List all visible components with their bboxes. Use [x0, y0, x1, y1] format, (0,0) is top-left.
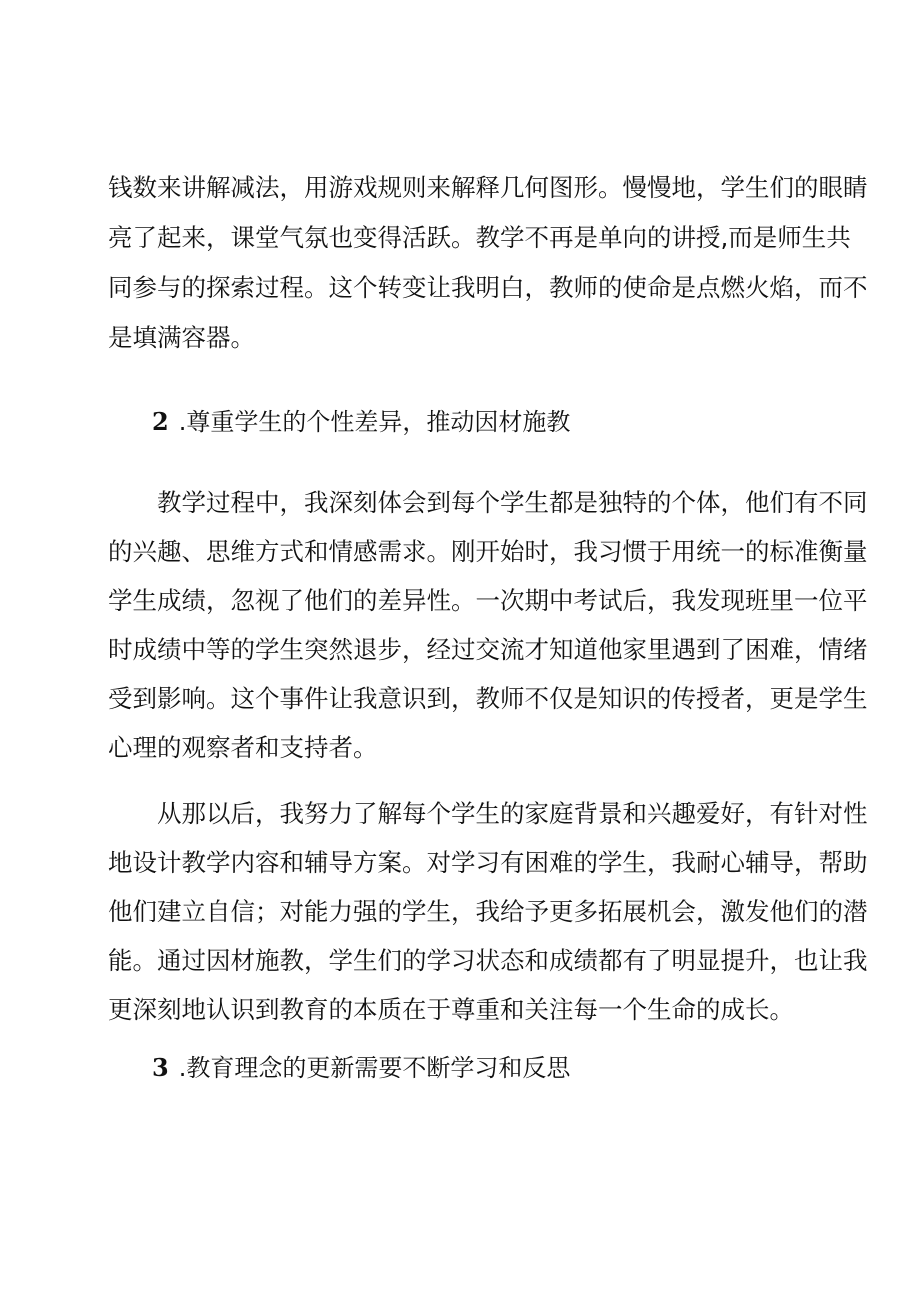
- text-line: 的兴趣、思维方式和情感需求。刚开始时，我习惯于用统一的标准衡量: [108, 537, 868, 566]
- text-line: 学生成绩，忽视了他们的差异性。一次期中考试后，我发现班里一位平: [108, 586, 868, 615]
- text-line: 时成绩中等的学生突然退步，经过交流才知道他家里遇到了困难，情绪: [108, 635, 868, 664]
- text-line: 心理的观察者和支持者。: [108, 733, 378, 762]
- text-line: 地设计教学内容和辅导方案。对学习有困难的学生，我耐心辅导，帮助: [108, 848, 868, 877]
- text-line: 能。通过因材施教，学生们的学习状态和成绩都有了明显提升，也让我: [108, 946, 868, 975]
- text-line: 同参与的探索过程。这个转变让我明白，教师的使命是点燃火焰，而不: [108, 273, 868, 302]
- text-line: 教学过程中，我深刻体会到每个学生都是独特的个体，他们有不同: [157, 488, 868, 517]
- text-line: 受到影响。这个事件让我意识到，教师不仅是知识的传授者，更是学生: [108, 684, 868, 713]
- text-line: 是填满容器。: [108, 323, 255, 352]
- section-title: .教育理念的更新需要不断学习和反思: [178, 1054, 571, 1082]
- text-line: 他们建立自信；对能力强的学生，我给予更多拓展机会，激发他们的潜: [108, 897, 868, 926]
- section-heading-3: [152, 1052, 570, 1084]
- text-line: 更深刻地认识到教育的本质在于尊重和关注每一个生命的成长。: [108, 995, 794, 1024]
- section-number: 2: [152, 407, 169, 436]
- section-number: 3: [152, 1053, 169, 1082]
- section-title: .尊重学生的个性差异，推动因材施教: [178, 408, 571, 436]
- text-line: 亮了起来，课堂气氛也变得活跃。教学不再是单向的讲授,而是师生共: [108, 223, 851, 252]
- text-line: 钱数来讲解减法，用游戏规则来解释几何图形。慢慢地，学生们的眼睛: [108, 173, 868, 202]
- text-line: 从那以后，我努力了解每个学生的家庭背景和兴趣爱好，有针对性: [157, 799, 868, 828]
- section-heading-2: [152, 406, 570, 438]
